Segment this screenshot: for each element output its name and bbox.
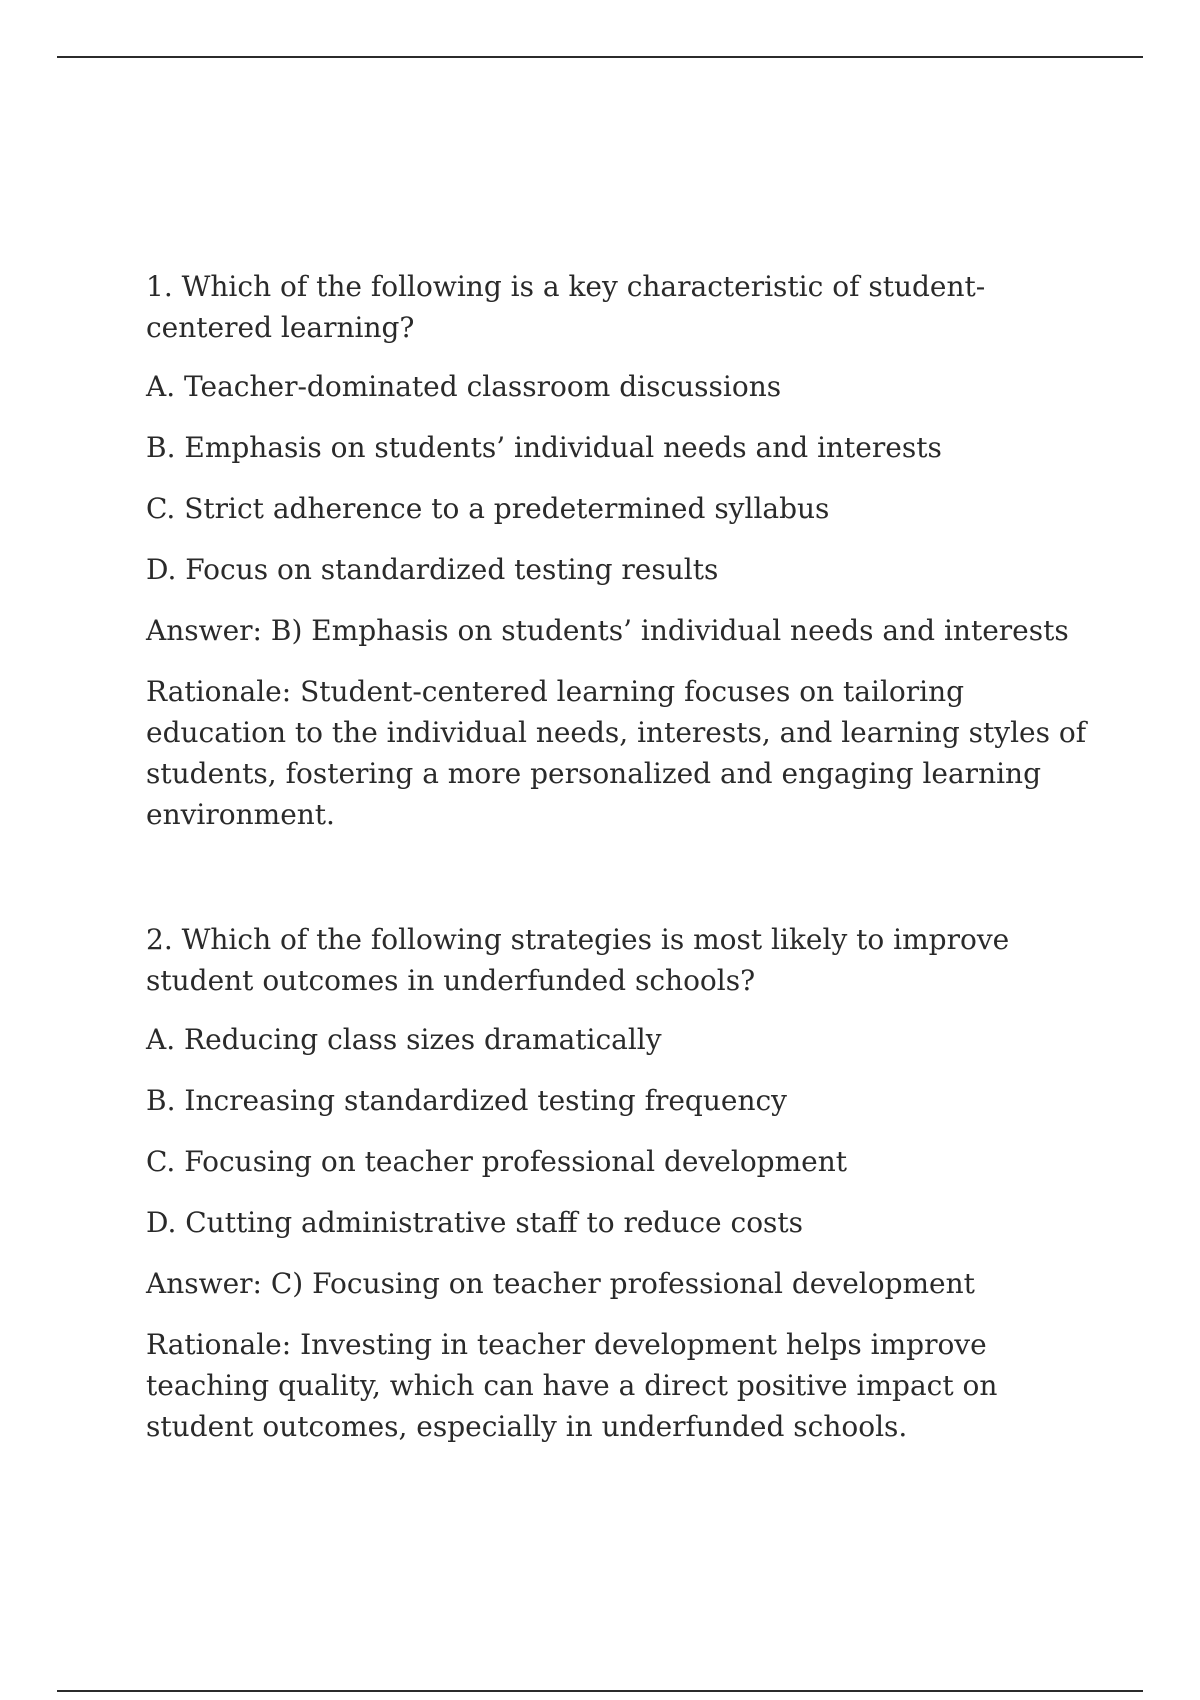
- rationale-text: Rationale: Investing in teacher development helps improve teaching quality, which can have a direct positive impact on student outcomes, especially in underfunded schools.: [146, 1328, 998, 1443]
- document-body: [146, 266, 1096, 1447]
- option-a: A. Reducing class sizes dramatically: [146, 1023, 662, 1056]
- question-block-2: [146, 919, 1096, 1447]
- option-c: C. Focusing on teacher professional development: [146, 1145, 848, 1178]
- option-d: D. Focus on standardized testing results: [146, 553, 719, 586]
- option-d: D. Cutting administrative staff to reduce costs: [146, 1206, 804, 1239]
- answer-text: Answer: C) Focusing on teacher professional development: [146, 1267, 975, 1300]
- option-c: C. Strict adherence to a predetermined syllabus: [146, 492, 830, 525]
- header-rule: [57, 56, 1143, 58]
- question-text: 2. Which of the following strategies is most likely to improve student outcomes in underfunded schools?: [146, 923, 1010, 997]
- option-b: B. Increasing standardized testing frequency: [146, 1084, 787, 1117]
- option-b: B. Emphasis on students’ individual needs and interests: [146, 431, 942, 464]
- question-text: 1. Which of the following is a key characteristic of student-centered learning?: [146, 270, 986, 344]
- question-block-1: [146, 266, 1096, 835]
- footer-rule: [57, 1690, 1143, 1692]
- option-a: A. Teacher-dominated classroom discussions: [146, 370, 782, 403]
- rationale-text: Rationale: Student-centered learning focuses on tailoring education to the individual needs, interests, and learning styles of students, fostering a more personalized and engaging learning environment.: [146, 675, 1087, 831]
- answer-text: Answer: B) Emphasis on students’ individual needs and interests: [146, 614, 1069, 647]
